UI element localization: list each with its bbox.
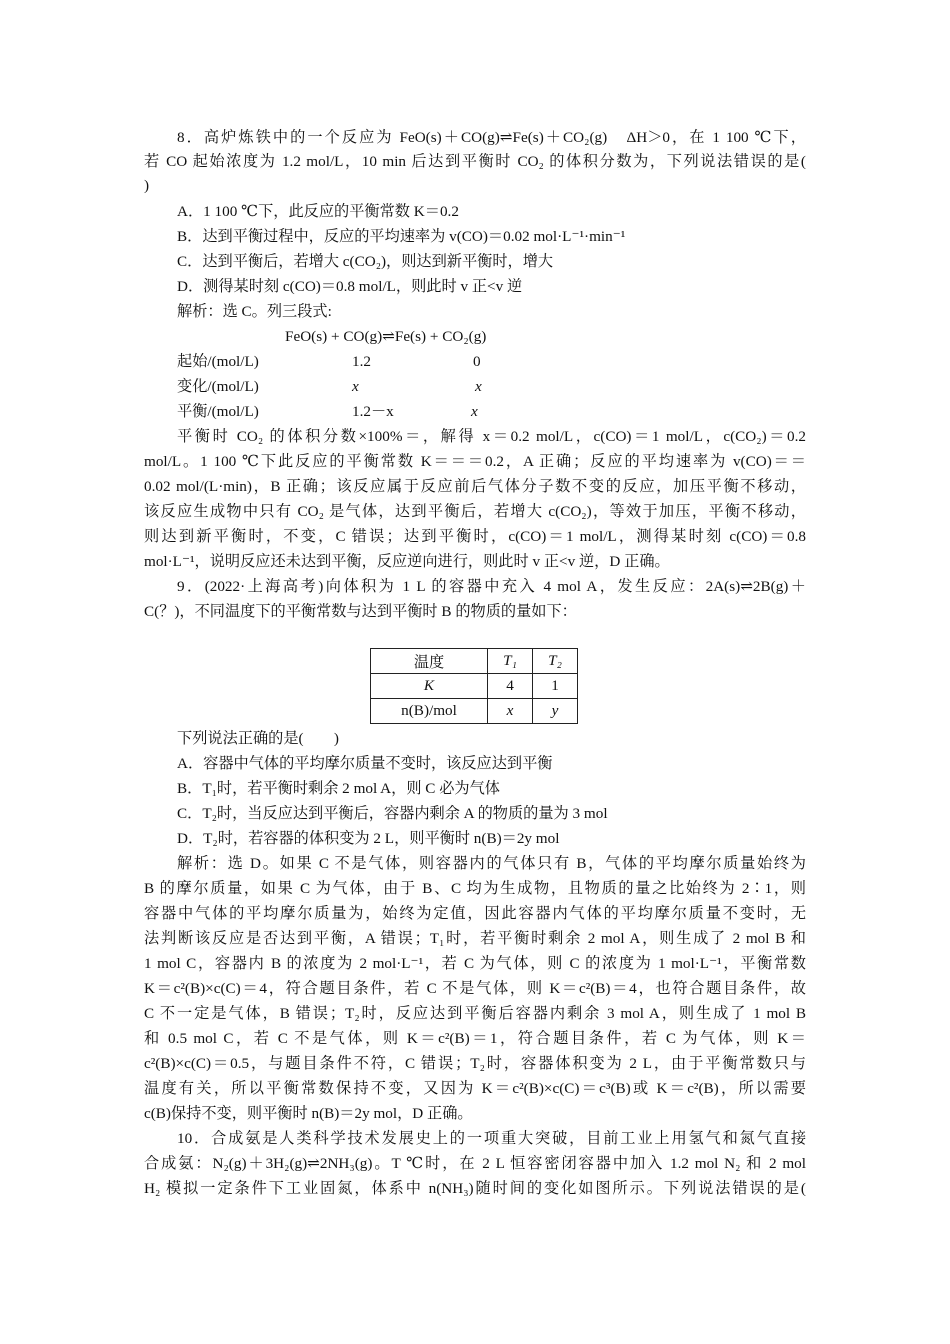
q8-option-a: A．1 100 ℃下，此反应的平衡常数 K＝0.2 — [177, 203, 459, 220]
q10-stem-line-2: 合成氨：N₂(g)＋3H₂(g)⇌2NH₃(g)。T ℃时，在 2 L 恒容密闭容器中加入 1.2 mol N₂ 和 2 mol — [144, 1155, 806, 1172]
q9-analysis-line-8: 和 0.5 mol C，若 C 不是气体，则 K＝c²(B)＝1，符合题目条件，若 C 为气体，则 K＝ — [144, 1030, 806, 1047]
q8-analysis-head: 解析：选 C。列三段式: — [177, 303, 332, 320]
q8-stem-line-1: 8．高炉炼铁中的一个反应为 FeO(s)＋CO(g)⇌Fe(s)＋CO₂(g) ΔH＞0，在 1 100 ℃下， — [177, 129, 806, 146]
q8-option-c: C．达到平衡后，若增大 c(CO₂)，则达到新平衡时，增大 — [177, 253, 554, 270]
q9-analysis-line-7: C 不一定是气体，B 错误；T₂时，反应达到平衡后容器内剩余 3 mol A，则生成了 1 mol B — [144, 1005, 806, 1022]
table-row — [371, 699, 578, 724]
q8-row-co-equil: 1.2－x — [352, 403, 394, 420]
q8-equation: FeO(s) + CO(g)⇌Fe(s) + CO₂(g) — [285, 328, 487, 345]
table-row — [371, 649, 578, 674]
q9-analysis-line-3: 容器中气体的平均摩尔质量为，始终为定值，因此容器内气体的平均摩尔质量不变时，无 — [144, 905, 806, 922]
q9-equilibrium-table — [370, 648, 578, 724]
q9-analysis-line-9: c²(B)×c(C)＝0.5，与题目条件不符，C 错误；T₂时，容器体积变为 2 L，由于平衡常数只与 — [144, 1055, 806, 1072]
q8-analysis-line-5: 则达到新平衡时，不变，C 错误；达到平衡时，c(CO)＝1 mol/L，测得某时刻 c(CO)＝0.8 — [144, 528, 806, 545]
q8-row-label-equil: 平衡/(mol/L) — [177, 403, 259, 420]
q8-row-co2-equil: x — [471, 403, 478, 420]
q9-option-a: A．容器中气体的平均摩尔质量不变时，该反应达到平衡 — [177, 755, 553, 772]
q8-row-co-change: x — [352, 378, 359, 395]
q9-option-c: C．T₂时，当反应达到平衡后，容器内剩余 A 的物质的量为 3 mol — [177, 805, 608, 822]
q8-row-co-start: 1.2 — [352, 353, 371, 370]
q8-row-co2-change: x — [475, 378, 482, 395]
q9-analysis-line-1: 解析：选 D。如果 C 不是气体，则容器内的气体只有 B，气体的平均摩尔质量始终为 — [177, 855, 806, 872]
table-header-t1: T₁ — [488, 649, 533, 674]
table-cell-k-t1: 4 — [488, 674, 533, 699]
q9-analysis-line-2: B 的摩尔质量，如果 C 为气体，由于 B、C 均为生成物，且物质的量之比始终为 2∶1，则 — [144, 880, 806, 897]
table-cell-nb-t2: y — [533, 699, 578, 724]
q9-stem-line-2: C(？)，不同温度下的平衡常数与达到平衡时 B 的物质的量如下： — [144, 603, 577, 620]
q8-stem-line-2: 若 CO 起始浓度为 1.2 mol/L，10 min 后达到平衡时 CO₂ 的体积分数为，下列说法错误的是( — [144, 153, 806, 170]
q9-option-b: B．T₁时，若平衡时剩余 2 mol A，则 C 必为气体 — [177, 780, 500, 797]
q8-analysis-line-6: mol·L⁻¹，说明反应还未达到平衡，反应逆向进行，则此时 v 正<v 逆，D 正确。 — [144, 553, 670, 570]
q8-option-b: B．达到平衡过程中，反应的平均速率为 v(CO)＝0.02 mol·L⁻¹·min⁻¹ — [177, 228, 626, 245]
table-cell-nb-label: n(B)/mol — [371, 699, 488, 724]
table-row — [371, 674, 578, 699]
q9-analysis-line-5: 1 mol C，容器内 B 的浓度为 2 mol·L⁻¹，若 C 为气体，则 C 的浓度为 1 mol·L⁻¹，平衡常数 — [144, 955, 806, 972]
q8-analysis-line-1: 平衡时 CO₂ 的体积分数×100%＝，解得 x＝0.2 mol/L，c(CO)＝1 mol/L，c(CO₂)＝0.2 — [177, 428, 806, 445]
table-header-temperature: 温度 — [371, 649, 488, 674]
q8-row-label-start: 起始/(mol/L) — [177, 353, 259, 370]
table-header-t2: T₂ — [533, 649, 578, 674]
q9-question-stem: 下列说法正确的是( ) — [177, 730, 339, 747]
table-cell-nb-t1: x — [488, 699, 533, 724]
q8-analysis-line-2: mol/L。1 100 ℃下此反应的平衡常数 K＝＝＝0.2，A 正确；反应的平均速率为 v(CO)＝＝ — [144, 453, 806, 470]
q8-stem-line-3: ) — [144, 177, 150, 194]
q9-analysis-line-10: 温度有关，所以平衡常数保持不变，又因为 K＝c²(B)×c(C)＝c³(B)或 K＝c²(B)，所以需要 — [144, 1080, 806, 1097]
q9-analysis-line-4: 法判断该反应是否达到平衡，A 错误；T₁时，若平衡时剩余 2 mol A，则生成了 2 mol B 和 — [144, 930, 806, 947]
q8-row-co2-start: 0 — [473, 353, 481, 370]
table-cell-k-t2: 1 — [533, 674, 578, 699]
q8-analysis-line-4: 该反应生成物中只有 CO₂ 是气体，达到平衡后，若增大 c(CO₂)，等效于加压，平衡不移动， — [144, 503, 806, 520]
q8-option-d: D．测得某时刻 c(CO)＝0.8 mol/L，则此时 v 正<v 逆 — [177, 278, 523, 295]
table-cell-k-label: K — [371, 674, 488, 699]
q9-option-d: D．T₂时，若容器的体积变为 2 L，则平衡时 n(B)＝2y mol — [177, 830, 560, 847]
q9-analysis-line-11: c(B)保持不变，则平衡时 n(B)＝2y mol，D 正确。 — [144, 1105, 473, 1122]
q8-analysis-line-3: 0.02 mol/(L·min)，B 正确；该反应属于反应前后气体分子数不变的反应，加压平衡不移动， — [144, 478, 806, 495]
q10-stem-line-3: H₂ 模拟一定条件下工业固氮，体系中 n(NH₃)随时间的变化如图所示。下列说法错误的是( — [144, 1180, 806, 1197]
q8-row-label-change: 变化/(mol/L) — [177, 378, 259, 395]
q9-stem-line-1: 9．(2022·上海高考)向体积为 1 L 的容器中充入 4 mol A，发生反应：2A(s)⇌2B(g)＋ — [177, 578, 806, 595]
q10-stem-line-1: 10．合成氨是人类科学技术发展史上的一项重大突破，目前工业上用氢气和氮气直接 — [177, 1130, 806, 1147]
q9-analysis-line-6: K＝c²(B)×c(C)＝4，符合题目条件，若 C 不是气体，则 K＝c²(B)＝4，也符合题目条件，故 — [144, 980, 806, 997]
